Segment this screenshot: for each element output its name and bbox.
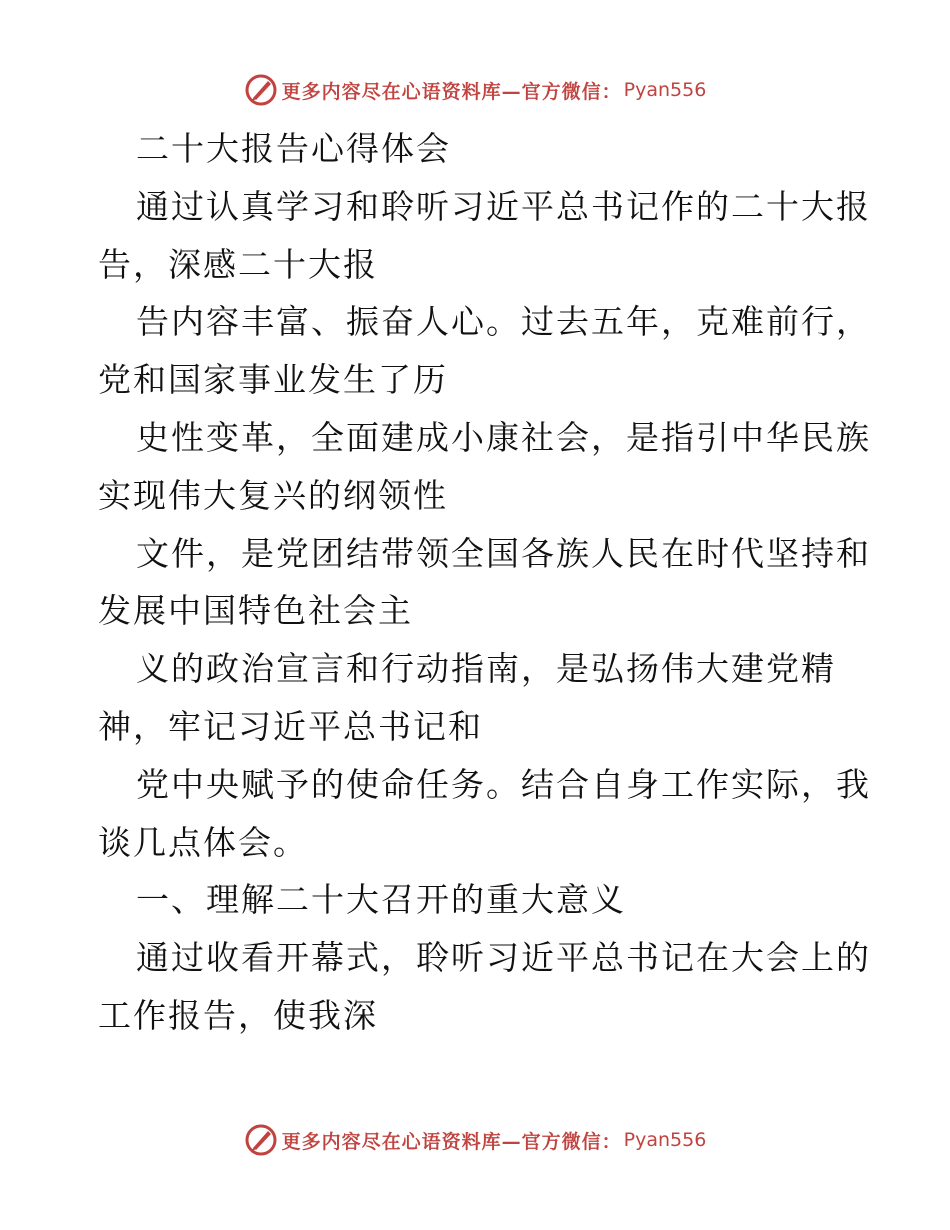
text-line: 神，牢记习近平总书记和 [98, 706, 483, 746]
text-line: 谈几点体会。 [98, 822, 308, 862]
header-watermark [0, 70, 950, 110]
text-line: 党中央赋予的使命任务。结合自身工作实际，我 [136, 764, 871, 804]
text-line: 通过收看开幕式，聆听习近平总书记在大会上的 [136, 938, 871, 978]
watermark-wechat-id: Pyan556 [623, 79, 707, 101]
text-line: 文件，是党团结带领全国各族人民在时代坚持和 [136, 533, 871, 573]
quill-seal-icon [244, 73, 278, 107]
document-body [98, 120, 871, 1045]
text-line: 党和国家事业发生了历 [98, 360, 448, 400]
text-line: 通过认真学习和聆听习近平总书记作的二十大报 [136, 186, 871, 226]
quill-seal-icon [244, 1123, 278, 1157]
text-line: 实现伟大复兴的纲领性 [98, 475, 448, 515]
text-line: 告内容丰富、振奋人心。过去五年，克难前行， [136, 302, 871, 342]
watermark-text: 更多内容尽在心语资料库—官方微信： [281, 1130, 622, 1153]
text-line: 一、理解二十大召开的重大意义 [136, 880, 626, 920]
document-title: 二十大报告心得体会 [136, 129, 451, 168]
text-line: 史性变革，全面建成小康社会，是指引中华民族 [136, 417, 871, 457]
watermark-wechat-id: Pyan556 [623, 1129, 707, 1151]
text-line: 告，深感二十大报 [98, 244, 378, 284]
text-line: 发展中国特色社会主 [98, 591, 413, 631]
footer-watermark [0, 1120, 950, 1160]
watermark-text: 更多内容尽在心语资料库—官方微信： [281, 80, 622, 103]
text-line: 工作报告，使我深 [98, 995, 378, 1035]
text-line: 义的政治宣言和行动指南，是弘扬伟大建党精 [136, 649, 836, 689]
